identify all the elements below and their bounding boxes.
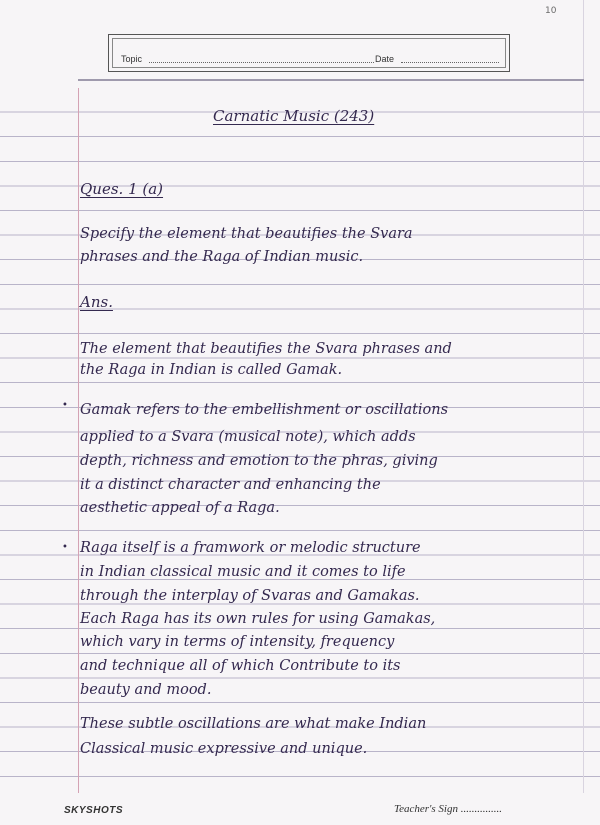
page-number: 10 xyxy=(545,6,557,16)
raga-text-line: through the interplay of Svaras and Gamakas. xyxy=(80,588,420,604)
closing-text-line: These subtle oscillations are what make Indian xyxy=(80,716,427,732)
answer-label: Ans. xyxy=(80,293,113,311)
answer-text-line: the Raga in Indian is called Gamak. xyxy=(80,362,343,378)
answer-text-line: The element that beautifies the Svara phrases and xyxy=(80,341,452,357)
question-text-line: Specify the element that beautifies the Svara xyxy=(80,226,413,242)
gamak-text-line: depth, richness and emotion to the phras, giving xyxy=(80,453,438,469)
raga-text-line: and technique all of which Contribute to its xyxy=(80,658,401,674)
gamak-text-line: aesthetic appeal of a Raga. xyxy=(80,500,280,516)
gamak-text-line: Gamak refers to the embellishment or oscillations xyxy=(80,402,449,418)
date-fill-line xyxy=(401,62,499,63)
topic-date-box xyxy=(108,34,510,72)
bullet-point: • xyxy=(62,542,68,553)
brand-logo-text: SKYSHOTS xyxy=(64,805,124,816)
closing-text-line: Classical music expressive and unique. xyxy=(80,741,368,757)
topic-fill-line xyxy=(149,62,374,63)
margin-line xyxy=(78,88,79,793)
page-title: Carnatic Music (243) xyxy=(213,107,375,125)
topic-label: Topic xyxy=(121,54,143,64)
topic-date-box-inner xyxy=(112,38,506,68)
header-rule xyxy=(78,79,584,81)
raga-text-line: in Indian classical music and it comes to life xyxy=(80,564,406,580)
bullet-point: • xyxy=(62,400,68,411)
gamak-text-line: applied to a Svara (musical note), which adds xyxy=(80,429,416,445)
raga-text-line: Raga itself is a framwork or melodic structure xyxy=(80,540,421,556)
question-label: Ques. 1 (a) xyxy=(80,180,164,198)
page-edge xyxy=(583,0,584,825)
question-text-line: phrases and the Raga of Indian music. xyxy=(80,249,364,265)
raga-text-line: which vary in terms of intensity, frequency xyxy=(80,634,395,650)
date-label: Date xyxy=(375,54,395,64)
teacher-sign-field: Teacher's Sign ............... xyxy=(394,803,502,815)
gamak-text-line: it a distinct character and enhancing the xyxy=(80,477,381,493)
raga-text-line: beauty and mood. xyxy=(80,682,212,698)
raga-text-line: Each Raga has its own rules for using Gamakas, xyxy=(80,611,436,627)
